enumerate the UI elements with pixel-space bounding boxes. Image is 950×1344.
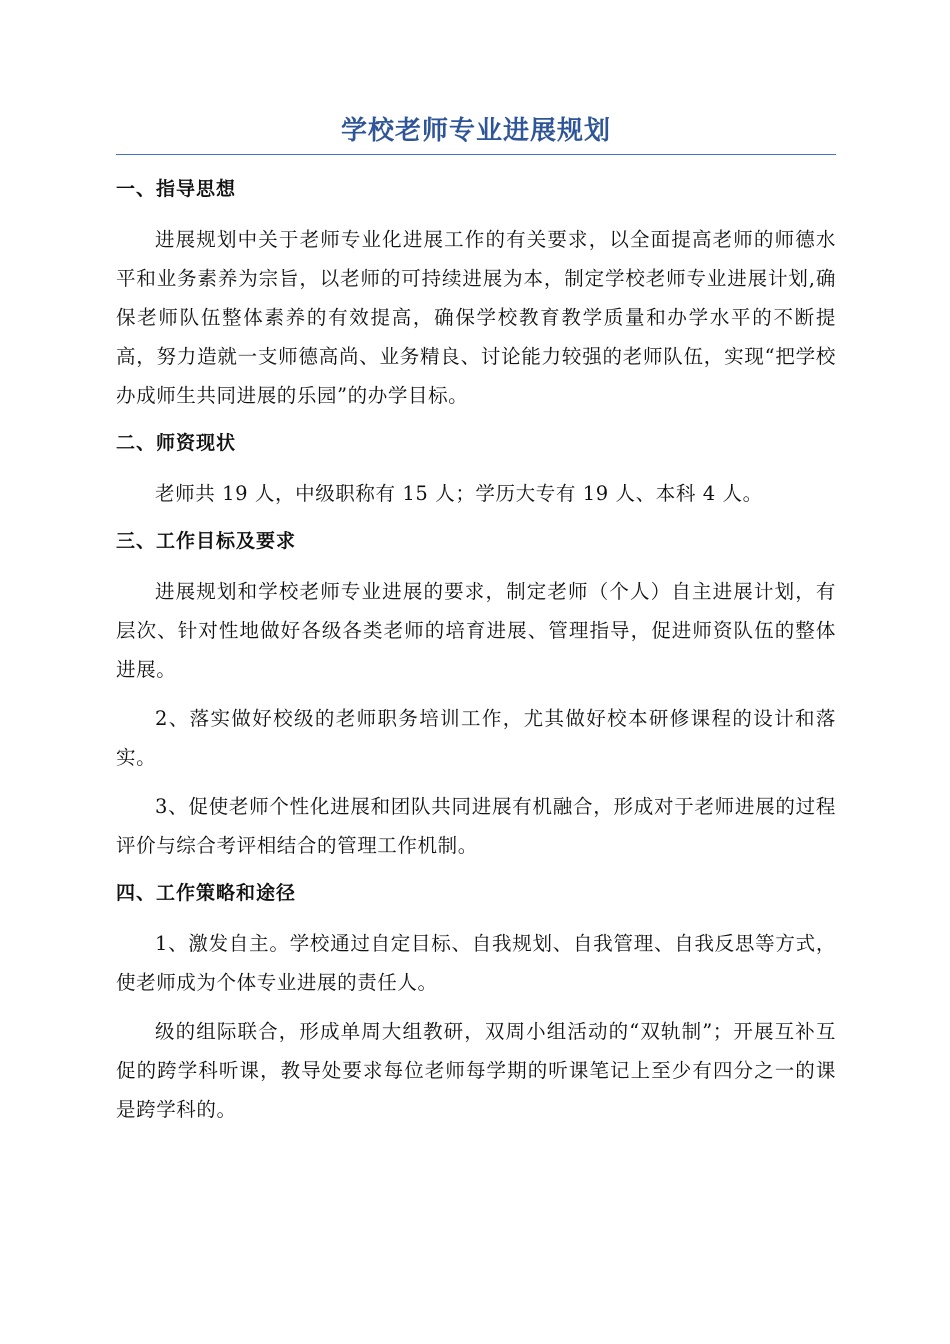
paragraph: 老师共 19 人，中级职称有 15 人；学历大专有 19 人、本科 4 人。 [155, 482, 763, 505]
paragraph: 3、促使老师个性化进展和团队共同进展有机融合，形成对于老师进展的过程评价与综合考评相结合的管理工作机制。 [116, 795, 836, 857]
section-guiding-ideology [116, 175, 836, 415]
document-page [116, 112, 836, 1139]
section-staff-status [116, 429, 836, 513]
title-divider [116, 154, 836, 155]
paragraph: 1、激发自主。学校通过自定目标、自我规划、自我管理、自我反思等方式，使老师成为个体专业进展的责任人。 [116, 932, 836, 994]
section-goals-requirements [116, 527, 836, 865]
document-title: 学校老师专业进展规划 [340, 116, 611, 146]
paragraph: 进展规划和学校老师专业进展的要求，制定老师（个人）自主进展计划，有层次、针对性地做好各级各类老师的培育进展、管理指导，促进师资队伍的整体进展。 [116, 580, 836, 681]
section-heading: 四、工作策略和途径 [116, 882, 297, 904]
paragraph: 2、落实做好校级的老师职务培训工作，尤其做好校本研修课程的设计和落实。 [116, 707, 836, 769]
paragraph: 进展规划中关于老师专业化进展工作的有关要求，以全面提高老师的师德水平和业务素养为宗旨，以老师的可持续进展为本，制定学校老师专业进展计划,确保老师队伍整体素养的有效提高，确保学校教育教学质量和办学水平的不断提高，努力造就一支师德高尚、业务精良、讨论能力较强的老师队伍，实现“把学校办成师生共同进展的乐园”的办学目标。 [116, 228, 836, 407]
section-heading: 一、指导思想 [116, 178, 237, 200]
section-heading: 二、师资现状 [116, 432, 237, 454]
section-strategies-approaches [116, 879, 836, 1129]
section-heading: 三、工作目标及要求 [116, 530, 297, 552]
paragraph: 级的组际联合，形成单周大组教研，双周小组活动的“双轨制”；开展互补互促的跨学科听课，教导处要求每位老师每学期的听课笔记上至少有四分之一的课是跨学科的。 [116, 1020, 836, 1121]
